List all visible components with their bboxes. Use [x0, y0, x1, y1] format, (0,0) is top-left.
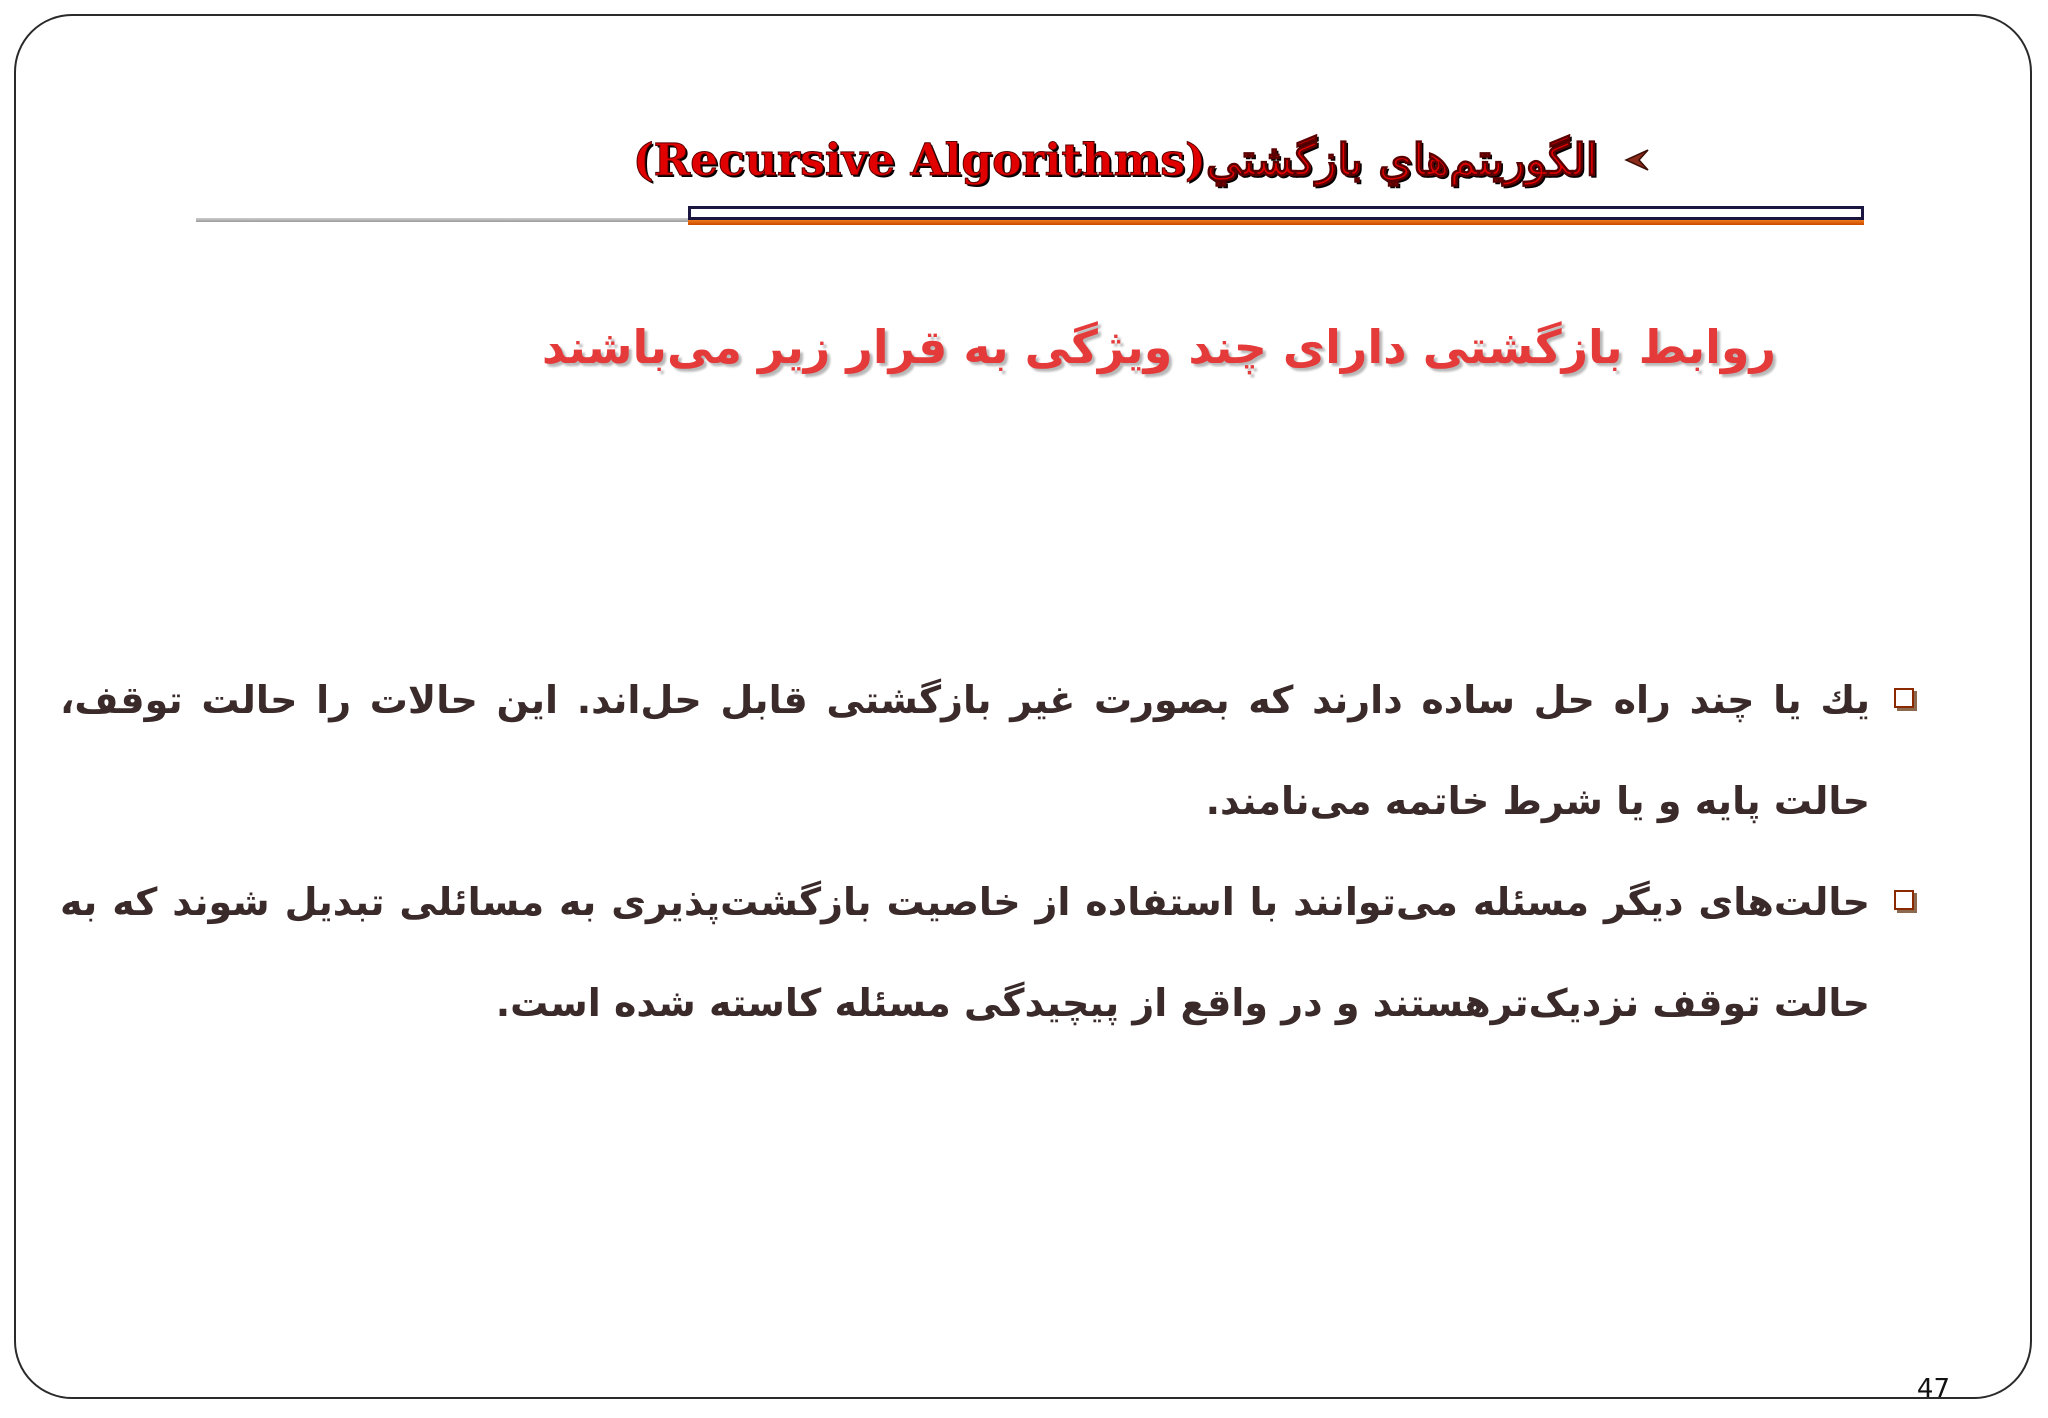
bullet-list: [60, 650, 1916, 1054]
slide-title: الگوريتم‌هاي بازگشتي(Recursive Algorithms): [632, 134, 1598, 186]
page-number: 47: [1916, 1374, 1950, 1404]
slide-subtitle: روابط بازگشتی دارای چند ویژگی به قرار زیر می‌باشند: [541, 320, 1776, 374]
hollow-square-icon: [1894, 890, 1914, 910]
arrowhead-icon: [1624, 147, 1650, 173]
title-underline-box: [688, 206, 1864, 220]
bullet-text: يك يا چند راه حل ساده دارند که بصورت غیر بازگشتی قابل حل‌اند. این حالات را حالت توقف، حالت پایه و یا شرط خاتمه می‌نامند.: [60, 678, 1870, 823]
bullet-text: حالت‌های دیگر مسئله می‌توانند با استفاده از خاصیت بازگشت‌پذیری به مسائلی تبدیل شوند که به حالت توقف نزدیک‌ترهستند و در واقع از پیچیدگی مسئله کاسته شده است.: [60, 880, 1870, 1025]
hollow-square-icon: [1894, 688, 1914, 708]
bullet-item: [60, 852, 1916, 1054]
bullet-item: [60, 650, 1916, 852]
title-row: [560, 120, 1650, 200]
title-underline-gray: [196, 218, 696, 222]
title-underline-orange: [688, 220, 1864, 225]
